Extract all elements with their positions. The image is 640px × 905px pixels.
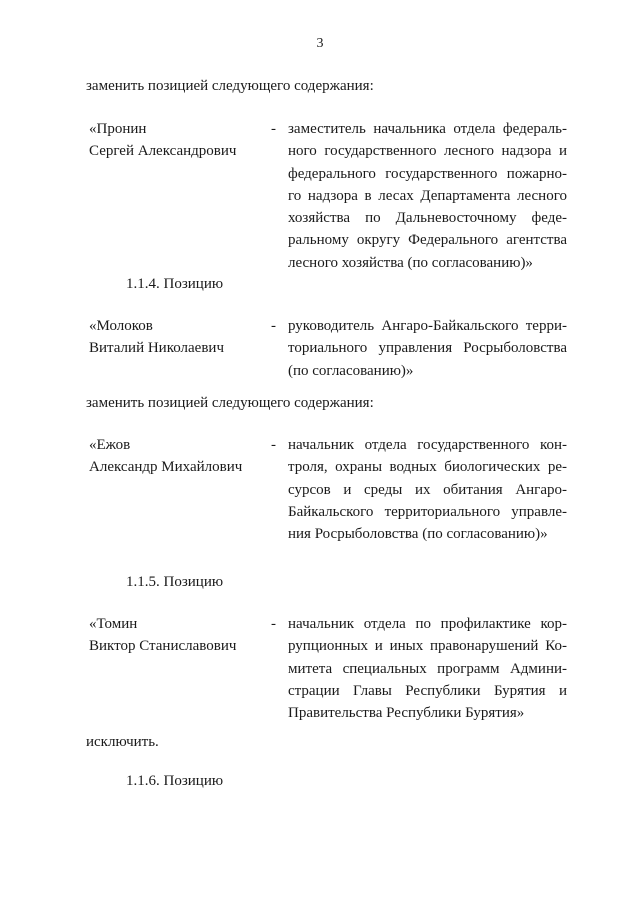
desc-line: ного государственного лесного надзора и (288, 143, 567, 160)
entry-description (288, 118, 567, 274)
entry-dash: - (271, 318, 276, 334)
name-given: Виктор Станиславович (89, 638, 237, 655)
desc-line: Правительства Республики Бурятия» (288, 705, 525, 722)
desc-line: митета специальных программ Админи- (288, 660, 567, 677)
name-surname: «Пронин (89, 121, 147, 137)
desc-line: троля, охраны водных биологических ре- (288, 459, 567, 476)
replace-instruction-2: заменить позицией следующего содержания: (86, 395, 374, 411)
name-given: Александр Михайлович (89, 459, 243, 476)
desc-line: начальник отдела государственного кон- (288, 437, 567, 453)
entry-description (288, 315, 567, 382)
desc-line: лесного хозяйства (по согласованию)» (288, 254, 533, 271)
exclude-instruction: исключить. (86, 734, 159, 750)
desc-line: сурсов и среды их обитания Ангаро- (288, 481, 567, 498)
desc-line: ния Росрыболовства (по согласованию)» (288, 526, 548, 543)
entry-description (288, 613, 567, 724)
desc-line: страции Главы Республики Бурятия и (288, 682, 567, 699)
entry-name (89, 434, 259, 479)
entry-dash: - (271, 121, 276, 137)
entry-dash: - (271, 437, 276, 453)
name-given: Виталий Николаевич (89, 340, 224, 357)
name-surname: «Молоков (89, 318, 153, 334)
entry-description (288, 434, 567, 545)
desc-line: ральному округу Федерального агентства (288, 232, 567, 249)
desc-line: федерального государственного пожарно- (288, 165, 567, 182)
entry-name (89, 315, 259, 360)
desc-line: го надзора в лесах Департамента лесного (288, 187, 567, 204)
subhead-1-1-5: 1.1.5. Позицию (126, 574, 224, 590)
desc-line: руководитель Ангаро-Байкальского терри- (288, 318, 567, 334)
entry-dash: - (271, 616, 276, 632)
name-surname: «Ежов (89, 437, 131, 453)
desc-line: начальник отдела по профилактике кор- (288, 616, 567, 632)
page-number: 3 (316, 36, 324, 51)
desc-line: (по согласованию)» (288, 362, 414, 379)
desc-line: рупционных и иных правонарушений Ко- (288, 638, 567, 655)
desc-line: ториального управления Росрыболовства (288, 340, 567, 357)
name-given: Сергей Александрович (89, 143, 237, 160)
desc-line: Байкальского территориального управле- (288, 503, 567, 520)
replace-instruction-1: заменить позицией следующего содержания: (86, 78, 374, 94)
entry-name (89, 613, 259, 658)
name-surname: «Томин (89, 616, 138, 632)
entry-name (89, 118, 259, 163)
subhead-1-1-6: 1.1.6. Позицию (126, 773, 224, 789)
desc-line: заместитель начальника отдела федераль- (288, 121, 567, 137)
subhead-1-1-4: 1.1.4. Позицию (126, 276, 224, 292)
desc-line: хозяйства по Дальневосточному феде- (288, 210, 567, 227)
